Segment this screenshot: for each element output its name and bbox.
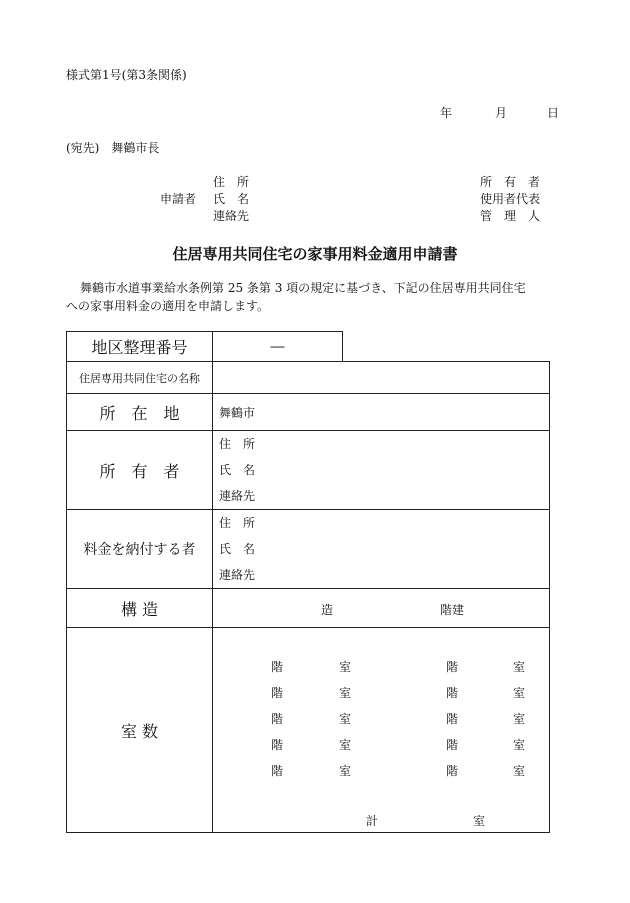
addressee: (宛先) 舞鶴市長	[66, 141, 160, 155]
applicant-contact-label: 連絡先	[213, 209, 250, 223]
body-text-line2: への家事用料金の適用を申請します。	[66, 299, 270, 313]
structure-label	[67, 589, 213, 628]
owner-label: 所 有 者	[67, 431, 213, 510]
district-number-label: 地区整理番号	[67, 332, 213, 362]
rooms-left-floor-5: 階	[271, 764, 284, 778]
rooms-left-room-5: 室	[339, 764, 352, 778]
payer-fields	[213, 510, 550, 589]
rooms-right-floor-4: 階	[446, 738, 459, 752]
structure-floors-word: 階建	[440, 603, 465, 617]
rooms-right-room-5: 室	[513, 764, 526, 778]
rooms-label-a: 室	[120, 721, 137, 741]
rooms-right-room-2: 室	[513, 686, 526, 700]
owner-address-label: 住 所	[219, 437, 256, 451]
rooms-right-room-4: 室	[513, 738, 526, 752]
structure-label-a: 構	[120, 599, 137, 619]
rooms-total-label: 計	[366, 814, 379, 828]
applicant-label: 申請者	[160, 192, 197, 206]
owner-name-label: 氏 名	[219, 463, 256, 477]
structure-type-word: 造	[321, 603, 334, 617]
location-value: 舞鶴市	[213, 394, 550, 431]
rooms-total-unit: 室	[473, 814, 486, 828]
applicant-address-label: 住 所	[213, 175, 250, 189]
rooms-right-floor-5: 階	[446, 764, 459, 778]
payer-address-label: 住 所	[219, 516, 256, 530]
document-title: 住居専用共同住宅の家事用料金適用申請書	[172, 245, 458, 263]
housing-name-label: 住居専用共同住宅の名称	[67, 362, 213, 394]
date-year: 年	[440, 106, 453, 120]
rooms-label-b: 数	[142, 721, 159, 741]
structure-label-b: 造	[142, 599, 159, 619]
role-user-representative: 使用者代表	[480, 192, 541, 206]
date-day: 日	[547, 106, 560, 120]
form-number: 様式第1号(第3条関係)	[66, 68, 187, 82]
rooms-label	[67, 628, 213, 833]
rooms-right-floor-1: 階	[446, 660, 459, 674]
structure-value	[213, 589, 550, 628]
rooms-right-room-3: 室	[513, 712, 526, 726]
role-owner: 所 有 者	[480, 175, 541, 189]
rooms-left-room-3: 室	[339, 712, 352, 726]
payer-contact-label: 連絡先	[219, 568, 256, 582]
rooms-right-floor-3: 階	[446, 712, 459, 726]
owner-contact-label: 連絡先	[219, 489, 256, 503]
rooms-left-room-1: 室	[339, 660, 352, 674]
payer-name-label: 氏 名	[219, 542, 256, 556]
district-number-value: ―	[213, 332, 343, 362]
rooms-left-floor-2: 階	[271, 686, 284, 700]
rooms-left-floor-3: 階	[271, 712, 284, 726]
rooms-left-floor-1: 階	[271, 660, 284, 674]
district-number-table	[66, 331, 343, 362]
rooms-left-floor-4: 階	[271, 738, 284, 752]
rooms-left-room-2: 室	[339, 686, 352, 700]
date-month: 月	[495, 106, 508, 120]
owner-fields	[213, 431, 550, 510]
rooms-right-floor-2: 階	[446, 686, 459, 700]
applicant-name-label: 氏 名	[213, 192, 250, 206]
payer-label: 料金を納付する者	[67, 510, 213, 589]
role-manager: 管 理 人	[480, 209, 541, 223]
body-text-line1: 舞鶴市水道事業給水条例第 25 条第 3 項の規定に基づき、下記の住居専用共同住宅	[80, 281, 526, 295]
housing-name-value	[213, 362, 550, 394]
rooms-right-room-1: 室	[513, 660, 526, 674]
rooms-left-room-4: 室	[339, 738, 352, 752]
application-table	[66, 361, 550, 833]
rooms-grid	[213, 628, 550, 833]
location-label: 所 在 地	[67, 394, 213, 431]
